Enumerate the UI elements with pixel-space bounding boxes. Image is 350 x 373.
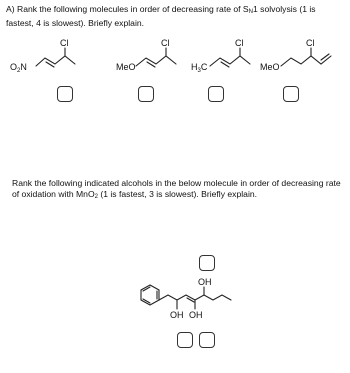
- chlorine-label: Cl: [235, 38, 244, 48]
- carbon-chain: [159, 295, 231, 300]
- question-b-text-post: (1 is fastest, 3 is slowest). Briefly explain.: [97, 189, 258, 199]
- question-b-text-pre: Rank the following indicated alcohols in the below molecule in order of decreasing rate of oxidation with MnO: [12, 178, 341, 199]
- substituent-label: $O_2N$: [10, 62, 27, 74]
- question-a-text-post: 1 solvolysis (1 is fastest, 4 is slowest). Briefly explain.: [6, 4, 316, 28]
- substituent-label: MeO: [260, 62, 280, 72]
- chlorine-label: Cl: [161, 38, 170, 48]
- question-b-subscript: 2: [94, 194, 98, 200]
- chlorine-label: Cl: [60, 38, 69, 48]
- oh-label-3: OH: [198, 277, 212, 287]
- benzene-double-bond: [143, 299, 150, 303]
- rank-box-oh-right[interactable]: [199, 332, 215, 348]
- question-a-text-pre: A) Rank the following molecules in order of decreasing rate of S: [6, 4, 249, 14]
- question-a-subscript: N: [248, 9, 254, 15]
- rank-box-oh-left[interactable]: [177, 332, 193, 348]
- chlorine-label: Cl: [306, 38, 315, 48]
- oh-label-2: OH: [189, 310, 203, 320]
- substituent-label: MeO: [116, 62, 136, 72]
- substituent-label: $H_3C$: [191, 62, 208, 74]
- benzene-double-bond: [143, 287, 150, 291]
- oh-label-1: OH: [170, 310, 184, 320]
- benzene-ring: [141, 285, 159, 305]
